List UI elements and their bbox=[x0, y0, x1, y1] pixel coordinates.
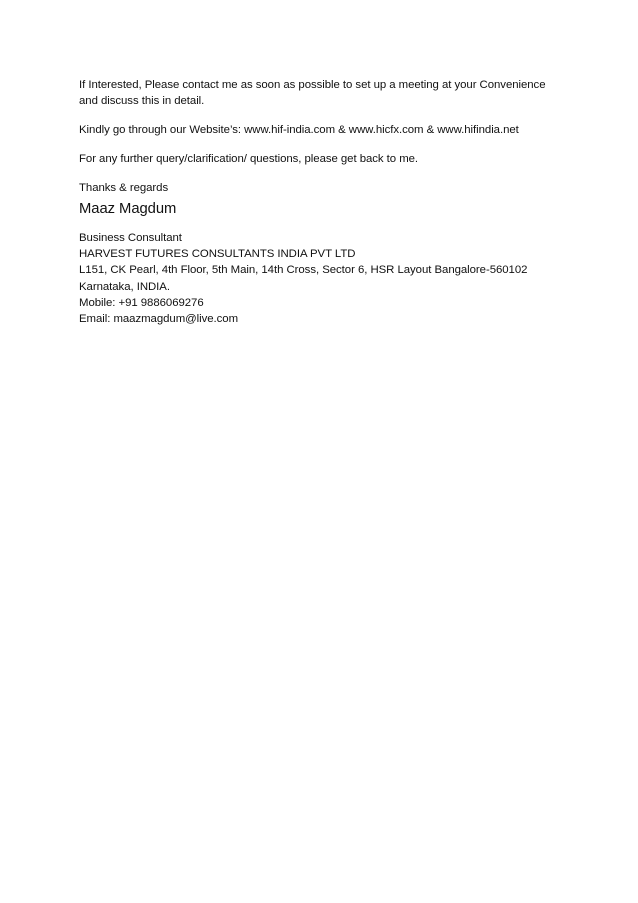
websites-line: Kindly go through our Website’s: www.hif-india.com & www.hicfx.com & www.hifindia.net bbox=[79, 124, 519, 136]
query-line: For any further query/clarification/ questions, please get back to me. bbox=[79, 153, 419, 165]
signature-mobile: Mobile: +91 9886069276 bbox=[79, 296, 204, 309]
closing-paragraph bbox=[79, 180, 569, 196]
signature-block bbox=[79, 230, 569, 327]
signature-title: Business Consultant bbox=[79, 232, 182, 244]
contact-request-line-2: and discuss this in detail. bbox=[79, 95, 205, 107]
letter-body bbox=[79, 77, 569, 327]
signature-address-line-2: Karnataka, INDIA. bbox=[79, 280, 170, 293]
query-paragraph bbox=[79, 151, 569, 167]
signature-company: HARVEST FUTURES CONSULTANTS INDIA PVT LTD bbox=[79, 248, 356, 261]
signature-name: Maaz Magdum bbox=[79, 201, 177, 217]
contact-request-paragraph bbox=[79, 77, 569, 109]
websites-paragraph bbox=[79, 122, 569, 138]
contact-request-line-1: If Interested, Please contact me as soon as possible to set up a meeting at your Convenience bbox=[79, 79, 546, 91]
signature-address-line-1: L151, CK Pearl, 4th Floor, 5th Main, 14th Cross, Sector 6, HSR Layout Bangalore-560102 bbox=[79, 264, 528, 277]
signature-email: Email: maazmagdum@live.com bbox=[79, 313, 239, 326]
closing-line: Thanks & regards bbox=[79, 182, 169, 194]
